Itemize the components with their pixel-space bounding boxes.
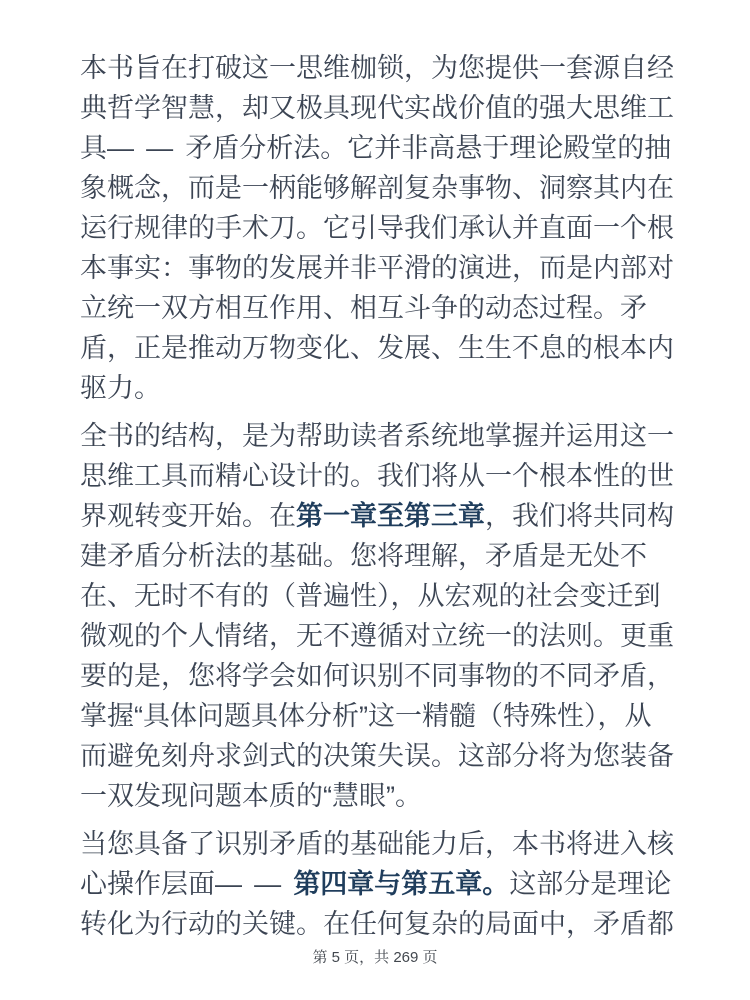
text-run: 这部分是理论转化为行动的关键。在任何复杂的局面中，矛盾都 bbox=[80, 869, 674, 939]
text-run: 矛盾分析法。它并非高悬于理论殿堂的抽象概念，而是一柄能够解剖复杂事物、洞察其内在运行规律的手术刀。它引导我们承认并直面一个根本事实：事物的发展并非平滑的演进，而是内部对立统一双方相互作用、相互斗争的动态过程。矛盾，正是推动万物变化、发展、生生不息的根本内驱力。 bbox=[80, 133, 674, 403]
text-run: 全书的结构，是为帮助读者系统地掌握并运用这一思维工具而精心设计的。我们将从一个根本性的世界观转变开始。在 bbox=[80, 421, 674, 531]
chapter-reference: 第一章至第三章 bbox=[296, 501, 485, 531]
page-number-indicator: 第 5 页，共 269 页 bbox=[312, 949, 438, 966]
paragraph bbox=[80, 824, 676, 944]
text-run: ，我们将共同构建矛盾分析法的基础。您将理解，矛盾是无处不在、无时不有的（普遍性），从宏观的社会变迁到微观的个人情绪，无不遵循对立统一的法则。更重要的是，您将学会如何识别不同事物的不同矛盾，掌握“具体问题具体分析”这一精髓（特殊性），从而避免刻舟求剑式的决策失误。这部分将为您装备一双发现问题本质的“慧眼”。 bbox=[80, 501, 674, 811]
text-run: 本书旨在打破这一思维枷锁，为您提供一套源自经典哲学智慧，却又极具现代实战价值的强大思维工具 bbox=[80, 53, 674, 163]
chapter-reference: 第四章与第五章。 bbox=[293, 869, 510, 899]
text-run: 当您具备了识别矛盾的基础能力后，本书将进入核心操作层面 bbox=[80, 829, 674, 899]
em-dash: —— bbox=[215, 869, 294, 899]
em-dash: —— bbox=[107, 133, 186, 163]
paragraph bbox=[80, 48, 676, 408]
page-text-content bbox=[80, 48, 676, 952]
paragraph bbox=[80, 416, 676, 816]
